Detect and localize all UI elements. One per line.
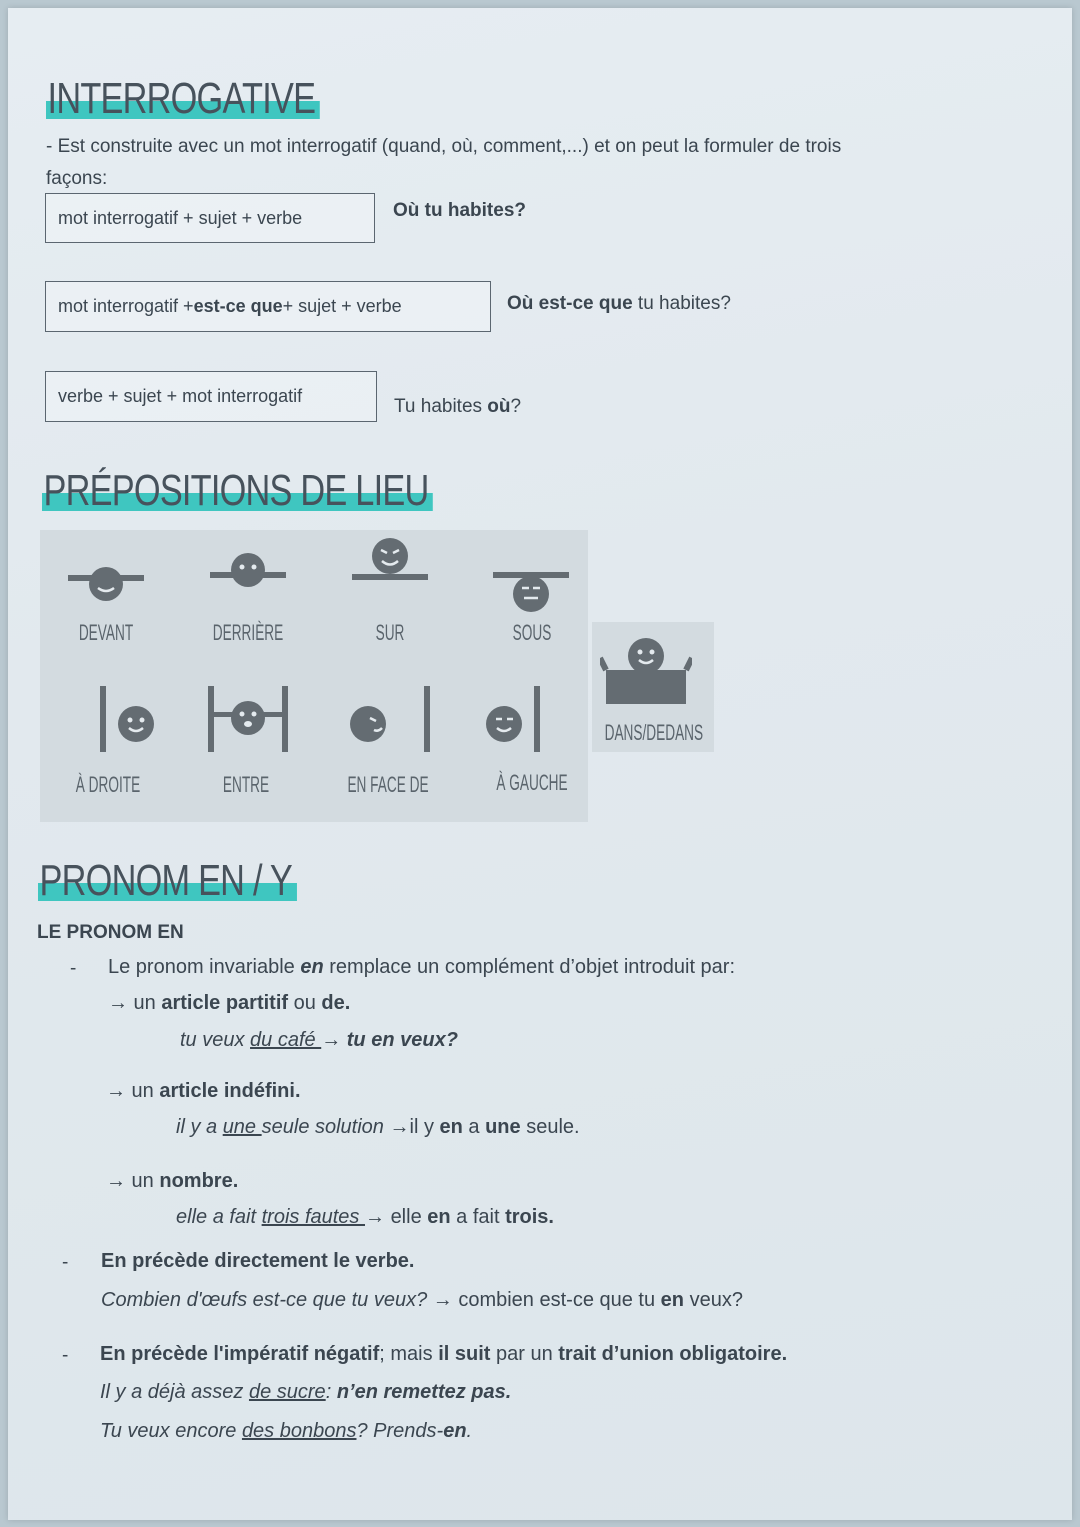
section-title-pronom: PRONOM EN / Y (38, 856, 297, 906)
face-entre-icon (206, 684, 290, 756)
face-devant-icon (68, 562, 144, 608)
face-sous-icon (493, 568, 569, 616)
case-indefini: → un article indéfini. (106, 1080, 301, 1102)
face-dans-box-icon (600, 634, 692, 706)
interrogative-intro: - Est construite avec un mot interrogatif (quand, où, comment,...) et on peut la formuler de trois (46, 136, 842, 157)
example-nombre: elle a fait trois fautes → elle en a fait trois. (176, 1206, 554, 1228)
example-1: Où tu habites? (393, 200, 526, 221)
example-rule-2: Combien d'œufs est-ce que tu veux? → combien est-ce que tu en veux? (101, 1289, 743, 1311)
example-2: Où est-ce que tu habites? (507, 293, 731, 314)
example-3: Tu habites où? (394, 396, 522, 417)
rule-3: En précède l'impératif négatif; mais il suit par un trait d’union obligatoire. (100, 1343, 788, 1365)
face-sur-icon (352, 534, 428, 582)
formula-box-1: mot interrogatif + sujet + verbe (45, 193, 375, 243)
label-dans-dedans: DANS/DEDANS (604, 720, 704, 745)
section-title-interrogative: INTERROGATIVE (46, 74, 320, 124)
face-en-face-de-icon (346, 684, 436, 756)
label-derriere: DERRIÈRE (212, 620, 284, 645)
formula-box-3: verbe + sujet + mot interrogatif (45, 371, 377, 422)
case-nombre: → un nombre. (106, 1170, 239, 1192)
example-rule-3b: Tu veux encore des bonbons? Prends-en. (100, 1420, 473, 1442)
formula-box-2: mot interrogatif + est-ce que + sujet + verbe (45, 281, 491, 332)
face-a-gauche-icon (482, 684, 546, 756)
label-devant: DEVANT (78, 620, 134, 645)
bullet-dash: - (62, 1345, 69, 1366)
label-en-face-de: EN FACE DE (347, 772, 429, 797)
label-sur: SUR (375, 620, 405, 645)
label-entre: ENTRE (222, 772, 270, 797)
face-a-droite-icon (98, 684, 162, 756)
rule-2: En précède directement le verbe. (101, 1250, 415, 1272)
face-derriere-icon (210, 550, 286, 596)
example-partitif: tu veux du café → tu en veux? (180, 1029, 458, 1051)
subtitle-le-pronom-en: LE PRONOM EN (37, 922, 184, 943)
bullet-dash: - (62, 1252, 69, 1273)
rule-1: Le pronom invariable en remplace un complément d’objet introduit par: (108, 956, 736, 978)
label-a-gauche: À GAUCHE (496, 770, 568, 795)
label-sous: SOUS (512, 620, 552, 645)
case-partitif: → un article partitif ou de. (108, 992, 351, 1014)
label-a-droite: À DROITE (75, 772, 141, 797)
interrogative-intro-cont: façons: (46, 168, 108, 189)
example-indefini: il y a une seule solution →il y en a une seule. (176, 1116, 580, 1138)
section-title-prepositions: PRÉPOSITIONS DE LIEU (42, 466, 433, 516)
bullet-dash: - (70, 958, 77, 979)
example-rule-3a: Il y a déjà assez de sucre: n’en remettez pas. (100, 1381, 512, 1403)
